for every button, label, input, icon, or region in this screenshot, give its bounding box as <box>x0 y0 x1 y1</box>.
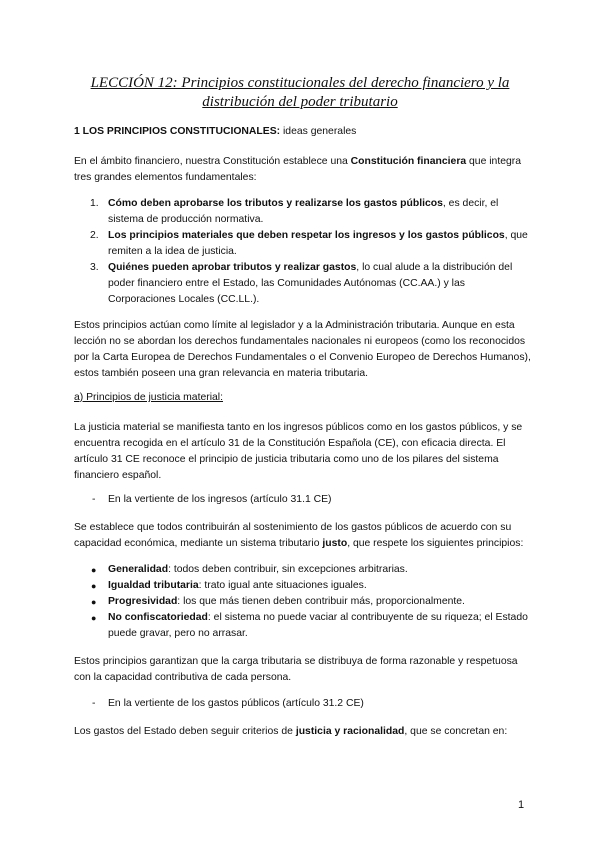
principle-text: : los que más tienen deben contribuir más, proporcionalmente. <box>177 596 465 607</box>
list-item <box>91 578 528 594</box>
contribuir-paragraph <box>74 520 532 552</box>
list-item <box>90 228 528 260</box>
principles-list <box>91 562 528 642</box>
principle-name: Progresividad <box>108 596 178 607</box>
list-item-text: , que remiten a la idea de justicia. <box>108 230 528 257</box>
intro-paragraph <box>74 154 532 186</box>
title-line-2: distribución del poder tributario <box>202 94 398 110</box>
principle-text: : el sistema no puede vaciar al contribuyente de su riqueza; el Estado puede gravar, pero no arrasar. <box>108 612 528 639</box>
dash-text: En la vertiente de los gastos públicos (artículo 31.2 CE) <box>108 698 364 709</box>
list-item <box>91 594 528 610</box>
gastos-text-before: Los gastos del Estado deben seguir criterios de <box>74 726 296 737</box>
list-item-bold: Los principios materiales que deben respetar los ingresos y los gastos públicos <box>108 230 505 241</box>
list-number: 2. <box>90 230 99 241</box>
subsection-heading: a) Principios de justicia material: <box>74 392 223 403</box>
bullet-icon: ● <box>91 581 97 591</box>
gastos-text-after: , que se concretan en: <box>404 726 508 737</box>
contribuir-text-after: , que respete los siguientes principios: <box>347 538 524 549</box>
intro-text-after: que integra tres grandes elementos fundamentales: <box>74 156 522 183</box>
gastos-paragraph <box>74 724 532 740</box>
list-item-bold: Cómo deben aprobarse los tributos y realizarse los gastos públicos <box>108 198 443 209</box>
dash-mark: - <box>92 698 96 709</box>
principle-text: : todos deben contribuir, sin excepciones arbitrarias. <box>168 564 408 575</box>
dash-mark: - <box>92 494 96 505</box>
list-item-bold: Quiénes pueden aprobar tributos y realizar gastos <box>108 262 357 273</box>
section-heading <box>74 124 532 140</box>
justicia-paragraph: La justicia material se manifiesta tanto en los ingresos públicos como en los gastos públicos, y se encuentra recogida en el artículo 31 de la Constitución Española (CE), con eficacia directa. El artículo 31 CE reconoce el principio de justicia tributaria como uno de los pilares del sistema financiero español. <box>74 422 523 481</box>
intro-text-before: En el ámbito financiero, nuestra Constitución establece una <box>74 156 351 167</box>
principle-name: No confiscatoriedad <box>108 612 208 623</box>
bullet-icon: ● <box>91 613 97 623</box>
intro-text-bold: Constitución financiera <box>350 156 467 167</box>
contribuir-text-bold: justo <box>322 538 348 549</box>
garantizan-paragraph: Estos principios garantizan que la carga tributaria se distribuya de forma razonable y respetuosa con la capacidad contributiva de cada persona. <box>74 656 518 683</box>
list-item-text: , lo cual alude a la distribución del poder financiero entre el Estado, las Comunidades Autónomas (CC.AA.) y las Corporaciones Locales (CC.LL.). <box>108 262 513 305</box>
limits-paragraph: Estos principios actúan como límite al legislador y a la Administración tributaria. Aunque en esta lección no se abordan los derechos fundamentales nacionales ni europeos (como los reconocidos por la Carta Europea de Derechos Fundamentales o el Convenio Europeo de Derechos Humanos), estos también poseen una gran relevancia en materia tributaria. <box>74 320 531 379</box>
page-number: 1 <box>518 799 525 811</box>
list-item <box>91 562 528 578</box>
list-item <box>90 260 528 308</box>
title-line-1: LECCIÓN 12: Principios constitucionales del derecho financiero y la <box>90 75 510 91</box>
dash-text: En la vertiente de los ingresos (artículo 31.1 CE) <box>108 494 332 505</box>
contribuir-text-before: Se establece que todos contribuirán al sostenimiento de los gastos públicos de acuerdo con su capacidad económica, mediante un sistema tributario <box>74 522 512 549</box>
list-item <box>91 610 528 642</box>
section-heading-bold: 1 LOS PRINCIPIOS CONSTITUCIONALES: <box>74 126 281 137</box>
dash-item-ingresos <box>92 492 332 508</box>
section-heading-rest: ideas generales <box>280 126 357 137</box>
principle-name: Igualdad tributaria <box>108 580 199 591</box>
list-item-text: , es decir, el sistema de producción normativa. <box>108 198 499 225</box>
list-number: 3. <box>90 262 99 273</box>
principle-text: : trato igual ante situaciones iguales. <box>198 580 367 591</box>
principle-name: Generalidad <box>108 564 169 575</box>
list-number: 1. <box>90 198 99 209</box>
elements-list <box>90 196 528 308</box>
list-item <box>90 196 528 228</box>
bullet-icon: ● <box>91 565 97 575</box>
gastos-text-bold: justicia y racionalidad <box>295 726 405 737</box>
bullet-icon: ● <box>91 597 97 607</box>
dash-item-gastos <box>92 696 364 712</box>
lesson-title <box>40 74 560 112</box>
